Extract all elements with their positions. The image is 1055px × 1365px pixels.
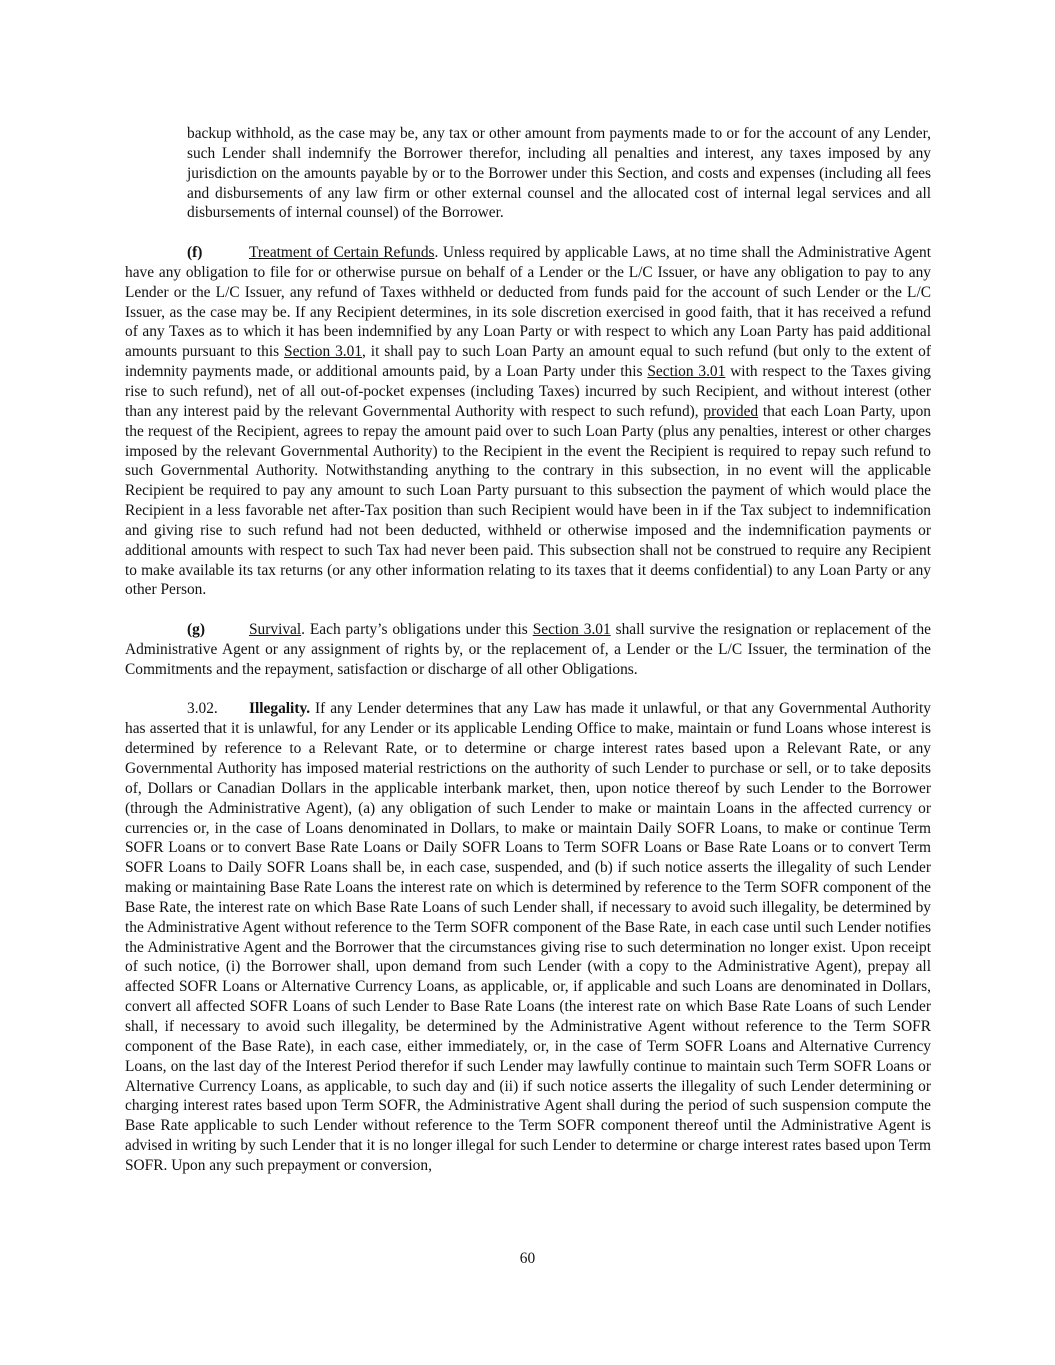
paragraph-gap	[125, 680, 931, 700]
section-reference: Section 3.01	[647, 363, 726, 381]
paragraph-gap	[125, 600, 931, 620]
paragraph-g-text-2: shall survive the resignation or replacement of the Administrative Agent or any assignment of rights by, or the replacement of, a Lender or the L/C Issuer, the termination of the Commitments and the repayment, satisfaction or discharge of all other Obligations.	[125, 621, 932, 678]
paragraph-f-label: (f)	[187, 244, 203, 262]
section-reference: Section 3.01	[284, 343, 363, 361]
paragraph-e-text: backup withhold, as the case may be, any tax or other amount from payments made to or for the account of any Lender, such Lender shall indemnify the Borrower therefor, including all penalties and interest, any taxes imposed by any jurisdiction on the amounts payable by or to the Borrower under this Section, and costs and expenses (including all fees and disbursements of any law firm or other external counsel and the allocated cost of internal legal services and all disbursements of internal counsel) of the Borrower.	[187, 125, 931, 222]
paragraph-f-text-2: , it shall pay to such Loan Party an amount equal to such refund (but only to the extent of indemnity payments made, or additional amounts paid, by a Loan Party under this	[125, 343, 932, 381]
paragraph-g-text-1: . Each party’s obligations under this	[301, 621, 533, 639]
paragraph-f-text-3: with respect to the Taxes giving rise to such refund), net of all out-of-pocket expenses (including Taxes) incurred by such Recipient, and without interest (other than any interest paid by the relevant Governmental Authority with respect to such refund),	[125, 363, 931, 420]
section-heading: Illegality.	[249, 700, 311, 718]
paragraph-gap	[125, 223, 931, 243]
paragraph-g	[125, 620, 931, 680]
provided-term: provided	[703, 402, 759, 420]
section-3-02-text: If any Lender determines that any Law has made it unlawful, or that any Governmental Authority has asserted that it is unlawful, for any Lender or its applicable Lending Office to make, maintain or fund Loans whose interest is determined by reference to a Relevant Rate, or to determine or charge interest rates based upon a Relevant Rate, or any Governmental Authority has imposed material restrictions on the authority of such Lender to purchase or sell, or to take deposits of, Dollars or Canadian Dollars in the applicable interbank market, then, upon notice thereof by such Lender to the Borrower (through the Administrative Agent), (a) any obligation of such Lender to make or maintain Loans in the affected currency or currencies or, in the case of Loans denominated in Dollars, to make or maintain Daily SOFR Loans, to make or continue Term SOFR Loans or to convert Base Rate Loans or Daily SOFR Loans to Term SOFR Loans or Base Rate Loans or to convert Term SOFR Loans to Daily SOFR Loans shall be, in each case, suspended, and (b) if such notice asserts the illegality of such Lender making or maintaining Base Rate Loans the interest rate on which is determined by reference to the Term SOFR component of the Base Rate, the interest rate on which Base Rate Loans of such Lender shall, if necessary to avoid such illegality, be determined by the Administrative Agent without reference to the Term SOFR component of the Base Rate, in each case until such Lender notifies the Administrative Agent and the Borrower that the circumstances giving rise to such determination no longer exist. Upon receipt of such notice, (i) the Borrower shall, upon demand from such Lender (with a copy to the Administrative Agent), prepay all affected SOFR Loans or Alternative Currency Loans, as applicable, or, if applicable and such Loans are denominated in Dollars, convert all affected SOFR Loans of such Lender to Base Rate Loans (the interest rate on which Base Rate Loans of such Lender shall, if necessary to avoid such illegality, be determined by the Administrative Agent without reference to the Term SOFR component of the Base Rate), in each case, either immediately, or, in the case of Term SOFR Loans and Alternative Currency Loans, on the last day of the Interest Period therefor if such Lender may lawfully continue to maintain such Term SOFR Loans or Alternative Currency Loans, as applicable, to such day and (ii) if such notice asserts the illegality of such Lender determining or charging interest rates based upon Term SOFR, the Administrative Agent shall during the period of such suspension compute the Base Rate applicable to such Lender without reference to the Term SOFR component thereof until the Administrative Agent is advised in writing by such Lender that it is no longer illegal for such Lender to determine or charge interest rates based upon Term SOFR. Upon any such prepayment or conversion,	[125, 700, 931, 1174]
paragraph-e-continuation	[187, 124, 931, 223]
paragraph-f-text-4: that each Loan Party, upon the request of the Recipient, agrees to repay the amount paid over to such Loan Party (plus any penalties, interest or other charges imposed by the relevant Governmental Authority) to the Recipient in the event the Recipient is required to repay such refund to such Governmental Authority. Notwithstanding anything to the contrary in this subsection, in no event will the applicable Recipient be required to pay any amount to such Loan Party pursuant to this subsection the payment of which would place the Recipient in a less favorable net after-Tax position than such Recipient would have been in if the Tax subject to indemnification and giving rise to such refund had not been deducted, withheld or otherwise imposed and the indemnification payments or additional amounts with respect to such Tax had never been paid. This subsection shall not be construed to require any Recipient to make available its tax returns (or any other information relating to its taxes that it deems confidential) to any Loan Party or any other Person.	[125, 402, 931, 599]
section-3-02	[125, 699, 931, 1175]
paragraph-f-text-1: . Unless required by applicable Laws, at no time shall the Administrative Agent have any obligation to file for or otherwise pursue on behalf of a Lender or the L/C Issuer, or have any obligation to pay to any Lender or the L/C Issuer, any refund of Taxes withheld or deducted from funds paid for the account of such Lender or the L/C Issuer, as the case may be. If any Recipient determines, in its sole discretion exercised in good faith, that it has received a refund of any Taxes as to which it has been indemnified by any Loan Party or with respect to which any Loan Party has paid additional amounts pursuant to this	[125, 244, 931, 361]
section-reference: Section 3.01	[532, 621, 611, 639]
page-number: 60	[519, 1250, 536, 1267]
paragraph-g-heading: Survival	[249, 621, 302, 639]
paragraph-f	[125, 243, 931, 600]
section-number: 3.02.	[187, 700, 218, 718]
paragraph-g-label: (g)	[187, 621, 205, 639]
document-page	[125, 124, 931, 1176]
paragraph-f-heading: Treatment of Certain Refunds	[249, 244, 435, 262]
